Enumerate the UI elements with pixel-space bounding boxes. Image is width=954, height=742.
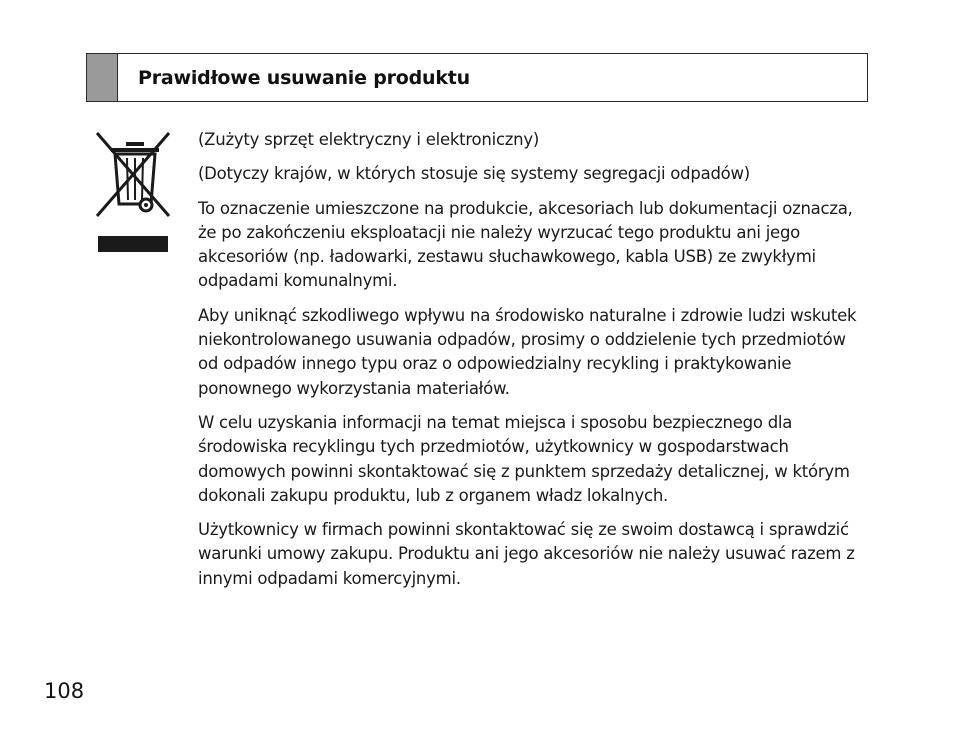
subtitle-weee: (Zużyty sprzęt elektryczny i elektroniczny) (198, 130, 540, 149)
section-header (86, 53, 868, 102)
paragraph-household-users: W celu uzyskania informacji na temat miejsca i sposobu bezpiecznego dla środowiska recyklingu tych przedmiotów, użytkownicy w gospodarstwach domowych powinni skontaktować się z punktem sprzedaży detalicznej, w którym dokonali zakupu produktu, lub z organem władz lokalnych. (198, 412, 850, 505)
header-accent-block (87, 54, 118, 101)
paragraph-business-users: Użytkownicy w firmach powinni skontaktować się ze swoim dostawcą i sprawdzić warunki umowy zakupu. Produktu ani jego akcesoriów nie należy usuwać razem z innymi odpadami komercyjnymi. (198, 520, 855, 588)
page-title: Prawidłowe usuwanie produktu (138, 66, 471, 89)
paragraph-marking: To oznaczenie umieszczone na produkcie, akcesoriach lub dokumentacji oznacza, że po zakończeniu eksploatacji nie należy wyrzucać tego produktu ani jego akcesoriów (np. ładowarki, zestawu słuchawkowego, kabla USB) ze zwykłymi odpadami komunalnymi. (198, 198, 853, 291)
content-text (198, 128, 862, 601)
page-number: 108 (44, 679, 85, 703)
subtitle-applicability: (Dotyczy krajów, w których stosuje się systemy segregacji odpadów) (198, 164, 750, 184)
crossed-out-wheelie-bin-icon (94, 130, 174, 252)
paragraph-environment: Aby uniknąć szkodliwego wpływu na środowisko naturalne i zdrowie ludzi wskutek niekontrolowanego usuwania odpadów, prosimy o oddzielenie tych przedmiotów od odpadów innego typu oraz o odpowiedzialny recykling i praktykowanie ponownego wykorzystania materiałów. (198, 305, 857, 398)
